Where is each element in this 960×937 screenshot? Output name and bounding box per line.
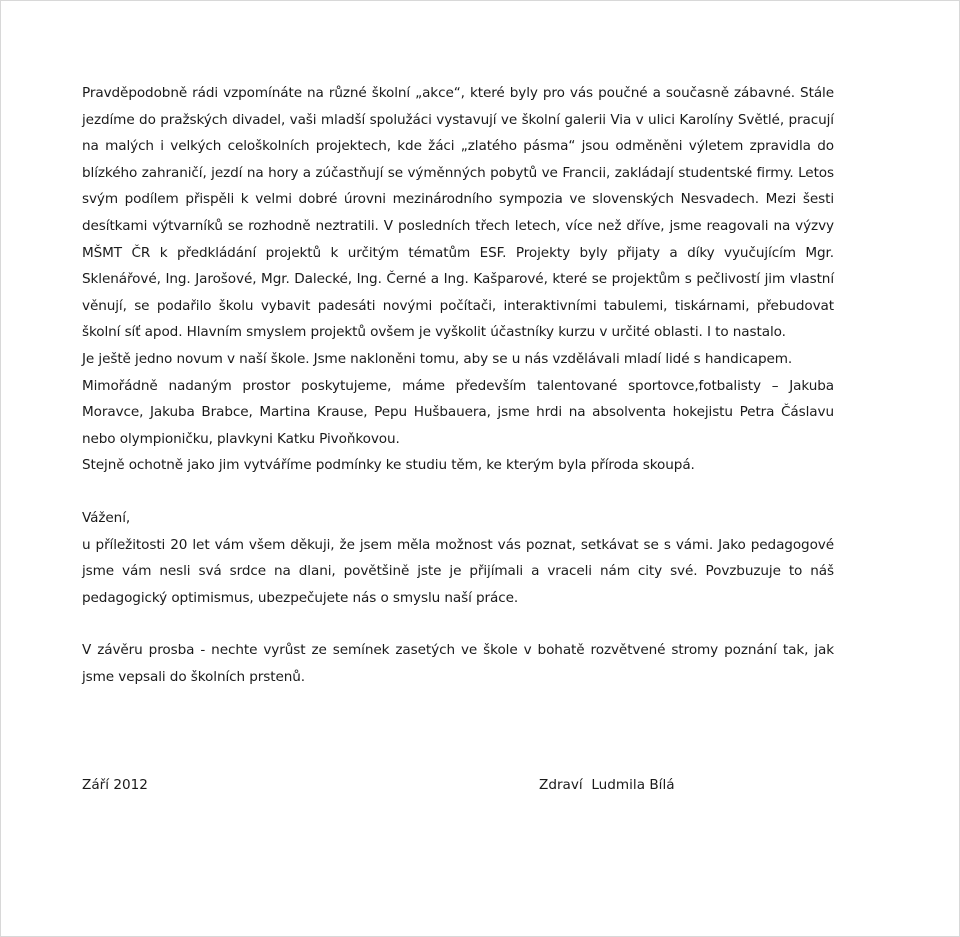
letter-body — [82, 80, 834, 690]
salutation: Vážení, — [82, 509, 131, 526]
signature-line — [82, 772, 834, 798]
paragraph-conditions: Stejně ochotně jako jim vytváříme podmínky ke studiu těm, ke kterým byla příroda skoupá. — [82, 457, 695, 474]
paragraph-activities: Pravděpodobně rádi vzpomínáte na různé školní „akce“, které byly pro vás poučné a současně zábavné. Stále jezdíme do pražských divadel, vaši mladší spolužáci vystavují ve školní galerii Via v ulici Karolíny Světlé, pracují na malých i velkých celoškolních projektech, kde žáci „zlatého pásma“ jsou odměněni výletem zpravidla do blízkého zahraničí, jezdí na hory a zúčastňují se výměnných pobytů ve Francii, zakládají studentské firmy. Letos svým podílem přispěli k velmi dobré úrovni mezinárodního sympozia ve slovenských Nesvadech. Mezi šesti desítkami výtvarníků se rozhodně neztratili. V posledních třech letech, více než dříve, jsme reagovali na výzvy MŠMT ČR k předkládání projektů k určitým tématům ESF. Projekty byly přijaty a díky vyučujícím Mgr. Sklenářové, Ing. Jarošové, Mgr. Dalecké, Ing. Černé a Ing. Kašparové, které se projektům s pečlivostí jim vlastní věnují, se podařilo školu vybavit padesáti novými počítači, interaktivními tabulemi, tiskárnami, přebudovat školní síť apod. Hlavním smyslem projektů ovšem je vyškolit účastníky kurzu v určité oblasti. I to nastalo. — [82, 85, 834, 341]
paragraph-handicap: Je ještě jedno novum v naší škole. Jsme nakloněni tomu, aby se u nás vzdělávali mladí lidé s handicapem. — [82, 350, 793, 367]
paragraph-athletes: Mimořádně nadaným prostor poskytujeme, máme především talentované sportovce,fotbalisty – Jakuba Moravce, Jakuba Brabce, Martina Krause, Pepu Hušbauera, jsme hrdi na absolventa hokejistu Petra Čáslavu nebo olympioničku, plavkyni Katku Pivoňkovou. — [82, 377, 834, 447]
letter-closing: Zdraví Ludmila Bílá — [539, 777, 675, 793]
letter-date: Září 2012 — [82, 777, 148, 793]
paragraph-thanks: u příležitosti 20 let vám všem děkuji, že jsem měla možnost vás poznat, setkávat se s vámi. Jako pedagogové jsme vám nesli svá srdce na dlani, povětšině jste je přijímali a vraceli nám city své. Povzbuzuje to náš pedagogický optimismus, ubezpečujete nás o smyslu naší práce. — [82, 536, 834, 606]
paragraph-request: V závěru prosba - nechte vyrůst ze semínek zasetých ve škole v bohatě rozvětvené stromy poznání tak, jak jsme vepsali do školních prstenů. — [82, 642, 834, 685]
